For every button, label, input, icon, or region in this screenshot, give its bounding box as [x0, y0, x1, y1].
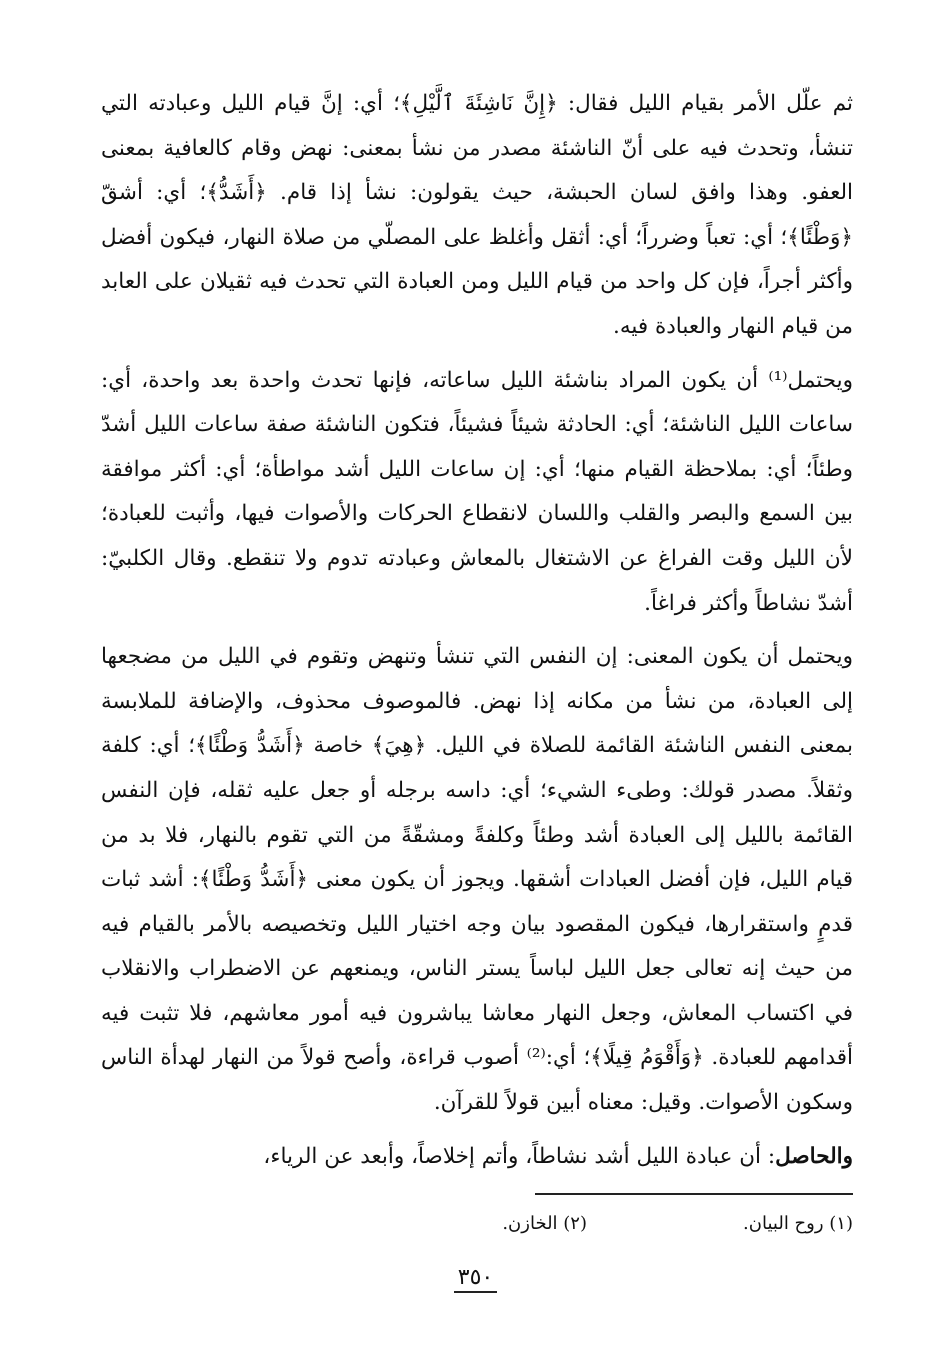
closing-paragraph [101, 1135, 853, 1180]
closing-lead-word: والحاصل [775, 1143, 853, 1169]
paragraph-3: ويحتمل أن يكون المعنى: إن النفس التي تنشأ وتنهض وتقوم في الليل من مضجعها إلى العبادة، من نشأ من مكانه إذا نهض. فالموصوف محذوف، والإضافة للملابسة بمعنى النفس الناشئة القائمة للصلاة في الليل. ﴿هِيَ﴾ خاصة ﴿أَشَدُّ وَطْئًا﴾؛ أي: كلفة وثقلاً. مصدر قولك: وطىء الشيء؛ أي: داسه برجله أو جعل عليه ثقله، فإن النفس القائمة بالليل إلى العبادة أشد وطئاً وكلفةً ومشقّةً من التي تقوم بالنهار، فلا بد من قيام الليل، فإن أفضل العبادات أشقها. ويجوز أن يكون معنى ﴿أَشَدُّ وَطْئًا﴾: أشد ثبات قدمٍ واستقرارها، فيكون المقصود بيان وجه اختيار الليل وتخصيصه بالأمر بالقيام فيه من حيث إنه تعالى جعل الليل لباساً يستر الناس، ويمنعهم عن الاضطراب والانقلاب في اكتساب المعاش، وجعل النهار معاشا يباشرون فيه أمور معاشهم، فلا تثبت فيه أقدامهم للعبادة. ﴿وَأَقْوَمُ قِيلًا﴾؛ أي:⁽²⁾ أصوب قراءة، وأصح قولاً من النهار لهدأة الناس وسكون الأصوات. وقيل: معناه أبين قولاً للقرآن. [101, 644, 854, 1116]
footnote-1: (١) روح البيان. [743, 1213, 853, 1234]
paragraph-1: ثم علّل الأمر بقيام الليل فقال: ﴿إِنَّ نَاشِئَةَ ٱلَّيْلِ﴾؛ أي: إنَّ قيام الليل وعبادته التي تنشأ، وتحدث فيه على أنّ الناشئة مصدر من نشأ بمعنى: نهض وقام كالعافية بمعنى العفو. وهذا وافق لسان الحبشة، حيث يقولون: نشأ إذا قام. ﴿أَشَدُّ﴾؛ أي: أشقّ ﴿وَطْئًا﴾؛ أي: تعباً وضرراً؛ أي: أثقل وأغلظ على المصلّي من صلاة النهار، فيكون أفضل وأكثر أجراً، فإن كل واحد من قيام الليل ومن العبادة التي تحدث فيه ثقيلان على العابد من قيام النهار والعبادة فيه. [101, 91, 853, 339]
paragraph-2: ويحتمل⁽¹⁾ أن يكون المراد بناشئة الليل ساعاته، فإنها تحدث واحدة بعد واحدة، أي: ساعات الليل الناشئة؛ أي: الحادثة شيئاً فشيئاً، فتكون الناشئة صفة ساعات الليل أشدّ وطئاً؛ أي: بملاحظة القيام منها؛ أي: إن ساعات الليل أشد مواطأة؛ أي: أكثر موافقة بين السمع والبصر والقلب واللسان لانقطاع الحركات والأصوات فيها، وأثبت للعبادة؛ لأن الليل وقت الفراغ عن الاشتغال بالمعاش وعبادته تدوم ولا تنقطع. وقال الكلبيّ: أشدّ نشاطاً وأكثر فراغاً. [101, 367, 853, 616]
page-number-container [0, 1262, 951, 1294]
footnote-2: (٢) الخازن. [502, 1213, 587, 1234]
page-number: ٣٥٠ [454, 1265, 497, 1293]
footnotes [101, 1208, 853, 1240]
footnote-separator [535, 1193, 853, 1195]
page-body [101, 82, 853, 1179]
closing-text: : أن عبادة الليل أشد نشاطاً، وأتم إخلاصاً، وأبعد عن الرياء، [263, 1143, 776, 1169]
